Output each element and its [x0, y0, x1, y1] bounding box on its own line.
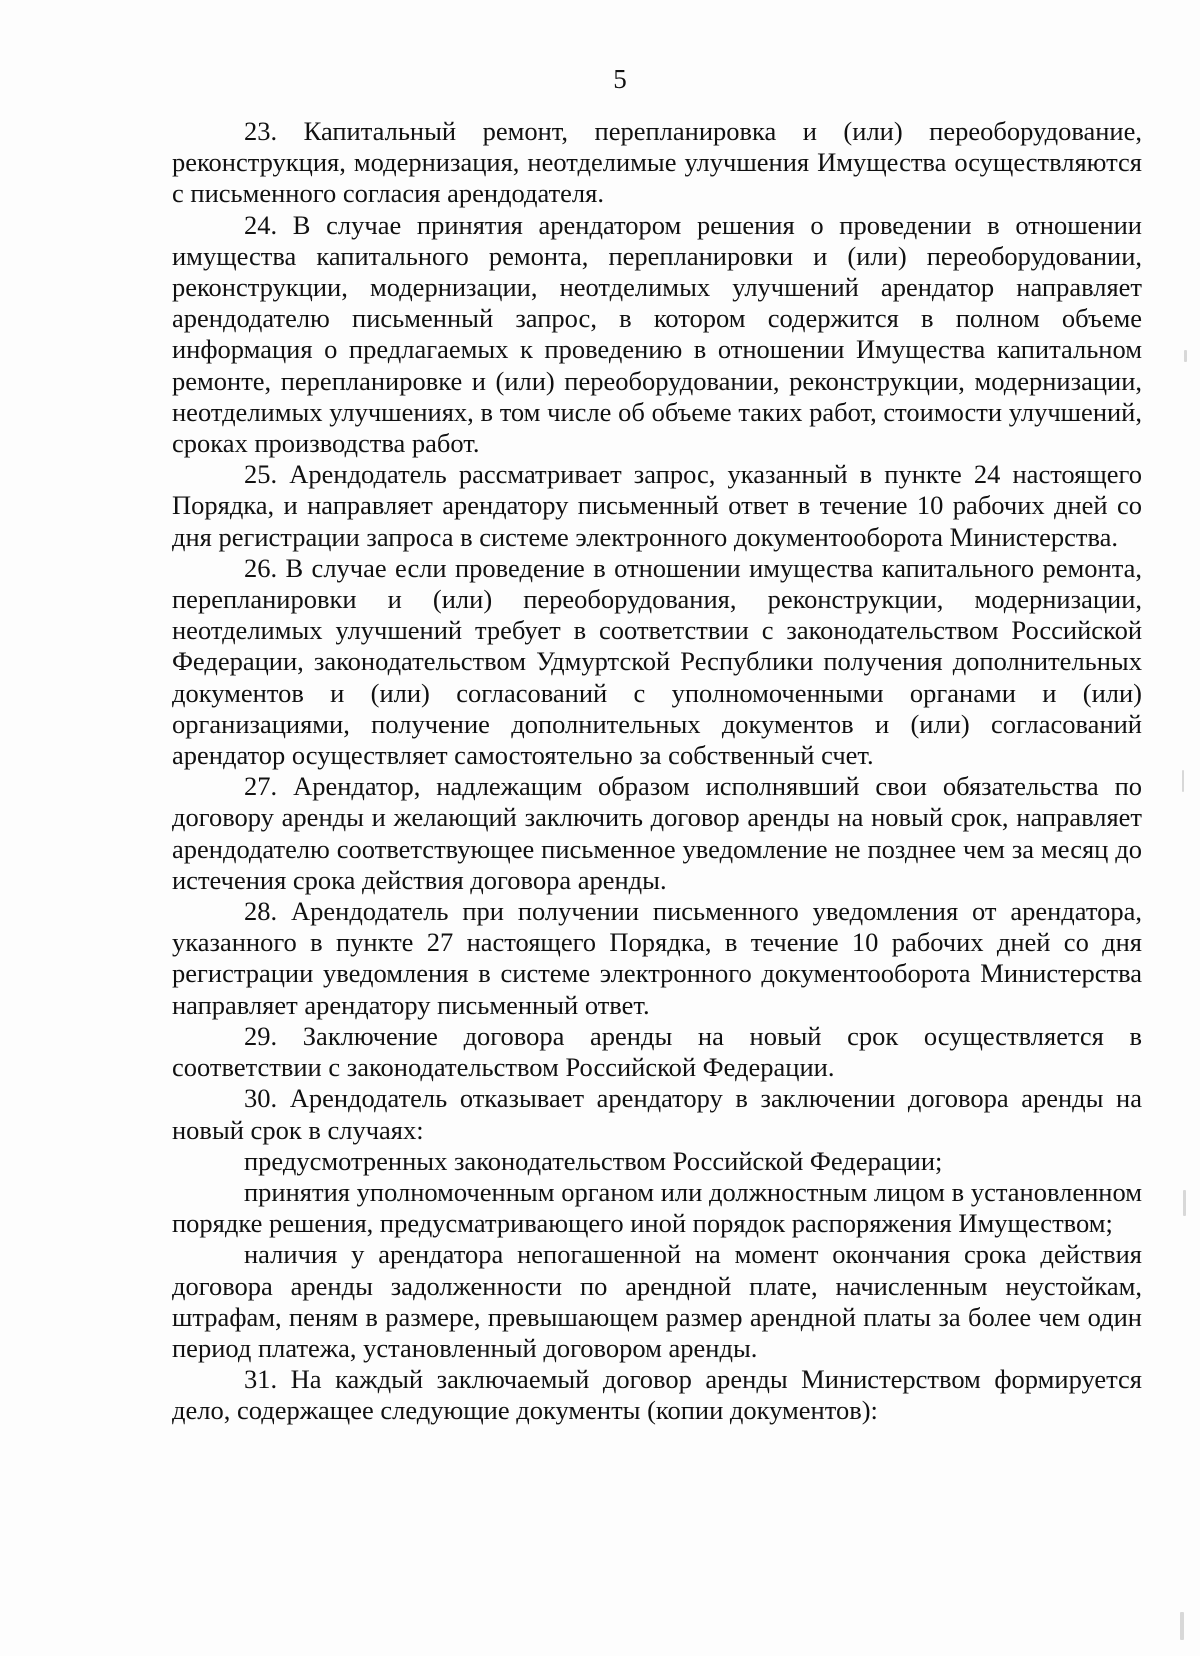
- paragraph-26: 26. В случае если проведение в отношении имущества капитального ремонта, перепланировки и (или) переоборудования, реконструкции, модернизации, неотделимых улучшений требует в соответствии с законодательством Российской Федерации, законодательством Удмуртской Республики получения дополнительных документов и (или) согласований с уполномоченными органами и (или) организациями, получение дополнительных документов и (или) согласований арендатор осуществляет самостоятельно за собственный счет.: [172, 552, 1142, 771]
- paragraph-27: 27. Арендатор, надлежащим образом исполнявший свои обязательства по договору аренды и желающий заключить договор аренды на новый срок, направляет арендодателю соответствующее письменное уведомление не позднее чем за месяц до истечения срока действия договора аренды.: [172, 771, 1142, 895]
- paragraph-29: 29. Заключение договора аренды на новый срок осуществляется в соответствии с законодательством Российской Федерации.: [172, 1020, 1142, 1083]
- scan-artifact: [1184, 350, 1187, 362]
- scan-artifact: [1183, 1190, 1186, 1216]
- scan-artifact: [1180, 1612, 1184, 1640]
- paragraph-24: 24. В случае принятия арендатором решения о проведении в отношении имущества капитального ремонта, перепланировки и (или) переоборудовании, реконструкции, модернизации, неотделимых улучшений арендатор направляет арендодателю письменный запрос, в котором содержится в полном объеме информация о предлагаемых к проведению в отношении Имущества капитальном ремонте, перепланировке и (или) переоборудовании, реконструкции, модернизации, неотделимых улучшениях, в том числе об объеме таких работ, стоимости улучшений, сроках производства работ.: [172, 209, 1142, 459]
- paragraph-25: 25. Арендодатель рассматривает запрос, указанный в пункте 24 настоящего Порядка, и направляет арендатору письменный ответ в течение 10 рабочих дней со дня регистрации запроса в системе электронного документооборота Министерства.: [172, 459, 1142, 552]
- scan-artifact: [1182, 770, 1184, 792]
- document-body: [172, 116, 1142, 1427]
- paragraph-31: 31. На каждый заключаемый договор аренды Министерством формируется дело, содержащее следующие документы (копии документов):: [172, 1364, 1142, 1426]
- paragraph-30-item-3: наличия у арендатора непогашенной на момент окончания срока действия договора аренды задолженности по арендной плате, начисленным неустойкам, штрафам, пеням в размере, превышающем размер арендной платы за более чем один период платежа, установленный договором аренды.: [172, 1239, 1142, 1363]
- paragraph-28: 28. Арендодатель при получении письменного уведомления от арендатора, указанного в пункте 27 настоящего Порядка, в течение 10 рабочих дней со дня регистрации уведомления в системе электронного документооборота Министерства направляет арендатору письменный ответ.: [172, 896, 1142, 1020]
- paragraph-30-item-1: предусмотренных законодательством Российской Федерации;: [244, 1145, 943, 1176]
- paragraph-30: 30. Арендодатель отказывает арендатору в заключении договора аренды на новый срок в случаях:: [172, 1083, 1142, 1145]
- paragraph-23: 23. Капитальный ремонт, перепланировка и (или) переоборудование, реконструкция, модернизация, неотделимые улучшения Имущества осуществляются с письменного согласия арендодателя.: [172, 116, 1142, 209]
- paragraph-30-item-2: принятия уполномоченным органом или должностным лицом в установленном порядке решения, предусматривающего иной порядок распоряжения Имуществом;: [172, 1176, 1142, 1239]
- page-number: 5: [613, 64, 627, 94]
